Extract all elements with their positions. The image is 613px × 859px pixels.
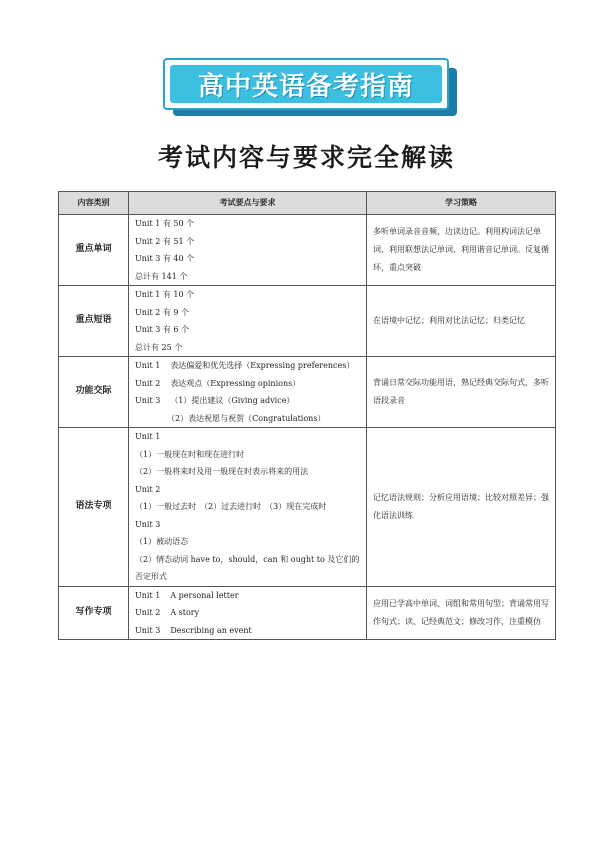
requirement-line: 总计有 141 个 (135, 271, 188, 281)
requirement-text: Describing an event (170, 625, 252, 635)
requirement-line (135, 392, 360, 410)
unit-label: Unit 2 (135, 608, 161, 617)
category-cell: 语法专项 (59, 428, 129, 587)
requirement-text: 表达偏爱和优先选择（Expressing preferences） (170, 361, 355, 370)
requirement-text: A personal letter (170, 590, 239, 600)
requirement-line (135, 604, 360, 622)
guide-banner (163, 58, 449, 110)
unit-label: Unit 3 (135, 396, 161, 405)
strategy-cell: 应用已学高中单词、词组和常用句型；背诵常用写作句式；读、记经典范文；修改习作，注重模仿 (367, 586, 556, 640)
requirement-line (135, 375, 360, 393)
unit-label: Unit 2 (135, 378, 161, 388)
requirement-line: （1）一般现在时和现在进行时 (135, 449, 245, 459)
strategy-cell: 多听单词录音音频，边读边记。利用构词法记单词，利用联想法记单词，利用谐音记单词。反复循环，重点突破 (367, 215, 556, 286)
requirements-cell (129, 586, 367, 640)
category-cell: 功能交际 (59, 357, 129, 428)
header-requirements: 考试要点与要求 (129, 192, 367, 215)
table-row (59, 586, 556, 640)
category-cell: 写作专项 (59, 586, 129, 640)
requirement-line: Unit 3 (135, 519, 161, 529)
header-category: 内容类别 (59, 192, 129, 215)
requirement-line: （1）一般过去时 （2）过去进行时 （3）现在完成时 (135, 502, 327, 511)
requirement-line (135, 357, 360, 375)
unit-label: Unit 1 (135, 361, 161, 370)
strategy-cell: 记忆语法规则；分析应用语境；比较对照差异；强化语法训练 (367, 428, 556, 587)
requirement-line: （2）情态动词 have to，should，can 和 ought to 及它们的否定形式 (135, 554, 360, 581)
requirement-line: Unit 2 有 51 个 (135, 236, 195, 246)
banner-title: 高中英语备考指南 (170, 65, 442, 103)
exam-guide-table (58, 191, 556, 640)
table-row (59, 428, 556, 587)
category-cell: 重点单词 (59, 215, 129, 286)
requirement-line: Unit 1 (135, 432, 161, 441)
requirement-text: 表达观点（Expressing opinions） (170, 378, 301, 388)
requirement-line: Unit 2 有 9 个 (135, 307, 190, 317)
unit-label: Unit 1 (135, 590, 161, 600)
page-title: 考试内容与要求完全解读 (157, 143, 455, 172)
banner-frame (163, 58, 449, 110)
requirement-line: Unit 1 有 50 个 (135, 219, 195, 228)
requirement-line: Unit 1 有 10 个 (135, 290, 195, 299)
requirements-cell (129, 215, 367, 286)
strategy-cell: 背诵日常交际功能用语，熟记经典交际句式，多听语段录音 (367, 357, 556, 428)
requirement-line: Unit 3 有 40 个 (135, 254, 195, 263)
requirement-line (135, 622, 360, 640)
requirements-cell (129, 286, 367, 357)
requirement-line: Unit 3 有 6 个 (135, 325, 190, 334)
requirement-line: 总计有 25 个 (135, 342, 183, 352)
table-row (59, 286, 556, 357)
requirements-cell (129, 357, 367, 428)
strategy-cell: 在语境中记忆；利用对比法记忆；归类记忆 (367, 286, 556, 357)
table-row (59, 215, 556, 286)
unit-label: Unit 3 (135, 625, 161, 635)
requirement-line: （1）被动语态 (135, 537, 189, 546)
requirement-line: Unit 2 (135, 484, 161, 494)
requirements-cell (129, 428, 367, 587)
requirement-text: （2）表达祝愿与祝贺（Congratulations） (167, 413, 326, 423)
table-row (59, 357, 556, 428)
requirement-line (135, 410, 360, 428)
requirement-text: （1）提出建议（Giving advice） (170, 396, 295, 405)
category-cell: 重点短语 (59, 286, 129, 357)
header-strategy: 学习策略 (367, 192, 556, 215)
table-header-row (59, 192, 556, 215)
requirement-line: （2）一般将来时及用一般现在时表示将来的用法 (135, 467, 309, 476)
requirement-text: A story (170, 608, 200, 617)
requirement-line (135, 587, 360, 605)
